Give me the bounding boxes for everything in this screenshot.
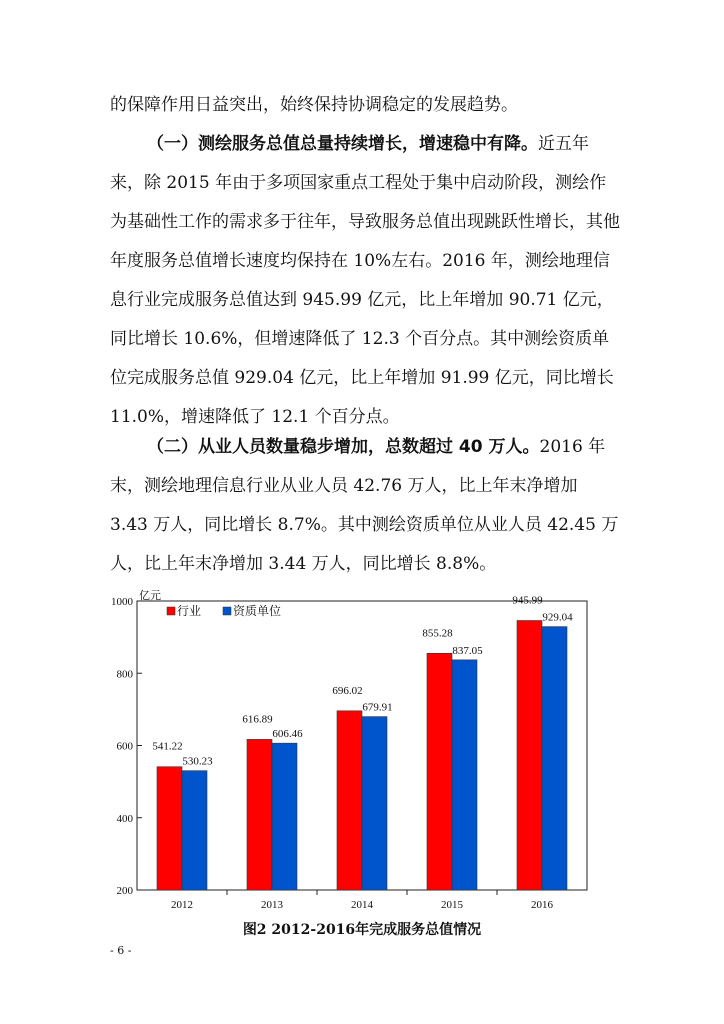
data-label: 606.46 bbox=[272, 728, 303, 741]
data-label: 855.28 bbox=[422, 627, 453, 640]
y-axis-unit-label: 亿元 bbox=[139, 590, 161, 602]
y-tick-label: 400 bbox=[116, 812, 133, 825]
data-label: 616.89 bbox=[242, 713, 273, 726]
data-label: 679.91 bbox=[362, 701, 393, 714]
bar-industry bbox=[427, 653, 452, 890]
bar-qualified-units bbox=[452, 660, 477, 890]
data-label: 945.99 bbox=[512, 594, 543, 607]
x-tick-label: 2015 bbox=[441, 899, 463, 911]
data-label: 541.22 bbox=[152, 740, 183, 753]
paragraph-intro-text: 的保障作用日益突出，始终保持协调稳定的发展趋势。 bbox=[110, 95, 518, 115]
legend-swatch bbox=[167, 607, 175, 615]
data-label: 696.02 bbox=[332, 684, 363, 697]
legend-label: 资质单位 bbox=[233, 604, 282, 618]
y-tick-label: 200 bbox=[116, 885, 133, 897]
legend-label: 行业 bbox=[177, 604, 202, 618]
x-tick-label: 2012 bbox=[171, 899, 193, 911]
y-tick-label: 800 bbox=[116, 668, 133, 681]
bar-industry bbox=[157, 767, 182, 890]
y-tick-label: 1000 bbox=[111, 596, 133, 608]
bar-industry bbox=[337, 711, 362, 890]
paragraph-intro bbox=[110, 86, 620, 125]
paragraph-service-value-body: 近五年来，除 2015 年由于多项国家重点工程处于集中启动阶段，测绘作为基础性工作的需求多于往年，导致服务总值出现跳跃性增长，其他年度服务总值增长速度均保持在 10%左右。2016 年，测绘地理信息行业完成服务总值达到 945.99 亿元，比上年增加 90.71 亿元，同比增长 10.6%，但增速降低了 12.3 个百分点。其中测绘资质单位完成服务总值 929.04 亿元，比上年增加 91.99 亿元，同比增长 11.0%，增速降低了 12.1 个百分点。 bbox=[110, 134, 620, 427]
section-heading-service-value: （一）测绘服务总值总量持续增长，增速稳中有降。 bbox=[147, 134, 538, 154]
paragraph-employees-body: 2016 年末，测绘地理信息行业从业人员 42.76 万人，比上年末净增加 3.43 万人，同比增长 8.7%。其中测绘资质单位从业人员 42.45 万人，比上年末净增加 3.44 万人，同比增长 8.8%。 bbox=[110, 437, 619, 574]
x-tick-label: 2016 bbox=[531, 899, 553, 911]
bar-qualified-units bbox=[182, 771, 207, 890]
data-label: 837.05 bbox=[452, 644, 483, 657]
bar-industry bbox=[247, 739, 272, 890]
bar-industry bbox=[517, 621, 542, 890]
page-number: - 6 - bbox=[110, 944, 132, 957]
data-label: 530.23 bbox=[182, 755, 213, 768]
paragraph-employees bbox=[110, 428, 620, 584]
data-label: 929.04 bbox=[542, 611, 573, 624]
bar-qualified-units bbox=[362, 717, 387, 890]
legend-swatch bbox=[223, 607, 231, 615]
y-tick-label: 600 bbox=[116, 740, 133, 753]
section-heading-employees: （二）从业人员数量稳步增加，总数超过 40 万人。 bbox=[147, 437, 540, 457]
bar-qualified-units bbox=[272, 743, 297, 890]
x-tick-label: 2014 bbox=[351, 899, 373, 911]
bar-qualified-units bbox=[542, 627, 567, 890]
paragraph-service-value bbox=[110, 125, 620, 437]
x-tick-label: 2013 bbox=[261, 899, 283, 911]
figure-caption: 图2 2012-2016年完成服务总值情况 bbox=[242, 922, 482, 938]
bar-chart bbox=[95, 585, 615, 915]
